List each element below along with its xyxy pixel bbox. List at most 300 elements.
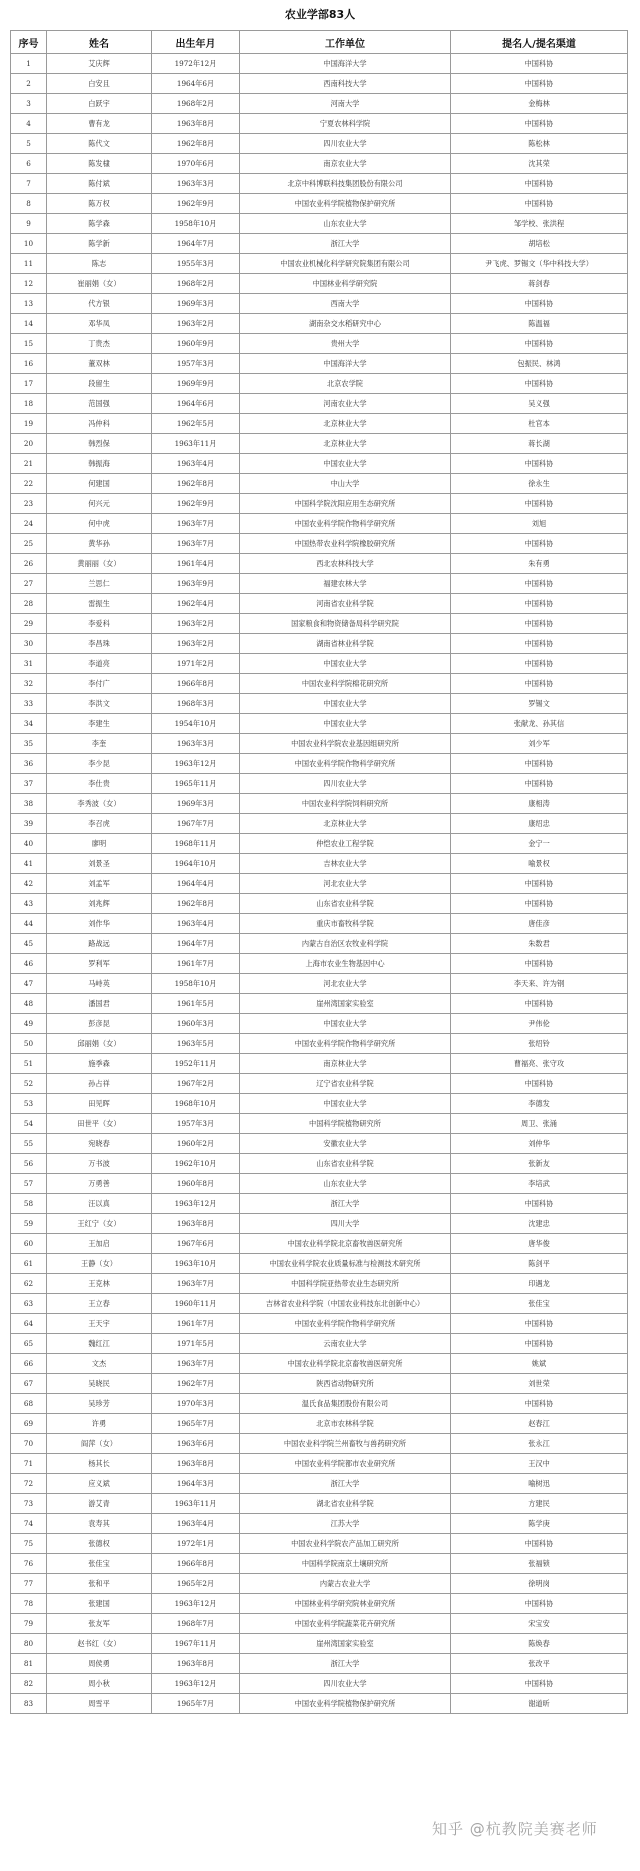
cell-nominator: 中国科协: [451, 1534, 628, 1554]
cell-workplace: 北京农学院: [240, 374, 451, 394]
cell-index: 81: [11, 1654, 47, 1674]
cell-index: 58: [11, 1194, 47, 1214]
cell-name: 何中虎: [47, 514, 152, 534]
cell-workplace: 江苏大学: [240, 1514, 451, 1534]
cell-index: 17: [11, 374, 47, 394]
cell-nominator: 包振民、林鸿: [451, 354, 628, 374]
cell-index: 54: [11, 1114, 47, 1134]
cell-name: 崔丽娟（女）: [47, 274, 152, 294]
cell-index: 44: [11, 914, 47, 934]
cell-name: 张友军: [47, 1614, 152, 1634]
header-index: 序号: [11, 31, 47, 54]
cell-birth: 1971年5月: [152, 1334, 240, 1354]
cell-name: 王立春: [47, 1294, 152, 1314]
cell-name: 袁寿其: [47, 1514, 152, 1534]
cell-workplace: 中国农业科学院农业质量标准与检测技术研究所: [240, 1254, 451, 1274]
table-row: [11, 1394, 628, 1414]
cell-index: 70: [11, 1434, 47, 1454]
table-row: [11, 54, 628, 74]
cell-birth: 1966年8月: [152, 674, 240, 694]
cell-birth: 1963年4月: [152, 454, 240, 474]
cell-index: 72: [11, 1474, 47, 1494]
cell-name: 段留生: [47, 374, 152, 394]
cell-workplace: 中国农业科学院作物科学研究所: [240, 754, 451, 774]
cell-index: 55: [11, 1134, 47, 1154]
cell-birth: 1962年9月: [152, 494, 240, 514]
cell-birth: 1957年3月: [152, 1114, 240, 1134]
cell-birth: 1963年2月: [152, 614, 240, 634]
cell-index: 46: [11, 954, 47, 974]
cell-nominator: 张改平: [451, 1654, 628, 1674]
table-row: [11, 1034, 628, 1054]
cell-index: 52: [11, 1074, 47, 1094]
table-row: [11, 1294, 628, 1314]
table-row: [11, 1674, 628, 1694]
table-row: [11, 1454, 628, 1474]
cell-birth: 1963年12月: [152, 754, 240, 774]
cell-name: 李奎: [47, 734, 152, 754]
cell-nominator: 中国科协: [451, 1334, 628, 1354]
table-row: [11, 974, 628, 994]
cell-workplace: 四川农业大学: [240, 134, 451, 154]
table-row: [11, 474, 628, 494]
cell-index: 27: [11, 574, 47, 594]
cell-index: 30: [11, 634, 47, 654]
cell-workplace: 中国农业科学院北京畜牧兽医研究所: [240, 1354, 451, 1374]
cell-nominator: 朱数君: [451, 934, 628, 954]
table-row: [11, 294, 628, 314]
cell-nominator: 姚斌: [451, 1354, 628, 1374]
cell-index: 24: [11, 514, 47, 534]
cell-name: 赵书红（女）: [47, 1634, 152, 1654]
cell-name: 何兴元: [47, 494, 152, 514]
cell-name: 陈学森: [47, 214, 152, 234]
table-body: [11, 54, 628, 1714]
cell-name: 应义斌: [47, 1474, 152, 1494]
cell-name: 周雪平: [47, 1694, 152, 1714]
cell-workplace: 中国农业大学: [240, 654, 451, 674]
cell-index: 9: [11, 214, 47, 234]
cell-name: 李仕贵: [47, 774, 152, 794]
table-row: [11, 814, 628, 834]
cell-birth: 1963年7月: [152, 514, 240, 534]
cell-index: 53: [11, 1094, 47, 1114]
cell-nominator: 中国科协: [451, 654, 628, 674]
cell-workplace: 福建农林大学: [240, 574, 451, 594]
cell-workplace: 仲恺农业工程学院: [240, 834, 451, 854]
cell-workplace: 山东农业大学: [240, 1174, 451, 1194]
nominee-table: [10, 30, 628, 1714]
cell-workplace: 中国农业科学院棉花研究所: [240, 674, 451, 694]
cell-index: 1: [11, 54, 47, 74]
cell-name: 路战远: [47, 934, 152, 954]
cell-workplace: 中国科学院植物研究所: [240, 1114, 451, 1134]
cell-index: 83: [11, 1694, 47, 1714]
cell-birth: 1969年9月: [152, 374, 240, 394]
cell-nominator: 张永江: [451, 1434, 628, 1454]
cell-nominator: 陈松林: [451, 134, 628, 154]
cell-birth: 1952年11月: [152, 1054, 240, 1074]
cell-birth: 1968年7月: [152, 1614, 240, 1634]
cell-workplace: 中国农业科学院蔬菜花卉研究所: [240, 1614, 451, 1634]
cell-index: 28: [11, 594, 47, 614]
cell-name: 罗利军: [47, 954, 152, 974]
cell-workplace: 中国农业科学院植物保护研究所: [240, 194, 451, 214]
table-row: [11, 1114, 628, 1134]
cell-birth: 1962年5月: [152, 414, 240, 434]
cell-workplace: 河南省农业科学院: [240, 594, 451, 614]
table-row: [11, 694, 628, 714]
cell-workplace: 中国科学院亚热带农业生态研究所: [240, 1274, 451, 1294]
table-row: [11, 874, 628, 894]
cell-index: 77: [11, 1574, 47, 1594]
cell-workplace: 山东农业大学: [240, 214, 451, 234]
cell-nominator: 刘世荣: [451, 1374, 628, 1394]
cell-workplace: 河南农业大学: [240, 394, 451, 414]
cell-birth: 1965年7月: [152, 1694, 240, 1714]
cell-birth: 1963年10月: [152, 1254, 240, 1274]
cell-workplace: 中国农业科学院北京畜牧兽医研究所: [240, 1234, 451, 1254]
cell-workplace: 中国农业科学院都市农业研究所: [240, 1454, 451, 1474]
cell-name: 李洪文: [47, 694, 152, 714]
cell-name: 宛晓春: [47, 1134, 152, 1154]
cell-name: 马峙英: [47, 974, 152, 994]
cell-index: 7: [11, 174, 47, 194]
cell-nominator: 王汉中: [451, 1454, 628, 1474]
cell-nominator: 陈温福: [451, 314, 628, 334]
cell-workplace: 北京林业大学: [240, 414, 451, 434]
cell-workplace: 浙江大学: [240, 1654, 451, 1674]
cell-index: 21: [11, 454, 47, 474]
cell-birth: 1968年3月: [152, 694, 240, 714]
table-row: [11, 1054, 628, 1074]
cell-index: 19: [11, 414, 47, 434]
cell-name: 游艾青: [47, 1494, 152, 1514]
table-row: [11, 534, 628, 554]
cell-nominator: 中国科协: [451, 894, 628, 914]
cell-index: 56: [11, 1154, 47, 1174]
cell-birth: 1965年2月: [152, 1574, 240, 1594]
table-row: [11, 554, 628, 574]
cell-workplace: 中国农业科学院农业基因组研究所: [240, 734, 451, 754]
cell-index: 62: [11, 1274, 47, 1294]
cell-index: 51: [11, 1054, 47, 1074]
cell-nominator: 刘仲华: [451, 1134, 628, 1154]
cell-name: 李付广: [47, 674, 152, 694]
table-row: [11, 754, 628, 774]
cell-nominator: 中国科协: [451, 634, 628, 654]
cell-name: 黄华孙: [47, 534, 152, 554]
cell-workplace: 崖州湾国家实验室: [240, 994, 451, 1014]
cell-birth: 1955年3月: [152, 254, 240, 274]
cell-workplace: 中国农业科学院农产品加工研究所: [240, 1534, 451, 1554]
cell-workplace: 辽宁省农业科学院: [240, 1074, 451, 1094]
cell-birth: 1968年2月: [152, 94, 240, 114]
table-row: [11, 1234, 628, 1254]
cell-nominator: 中国科协: [451, 294, 628, 314]
cell-birth: 1963年8月: [152, 1654, 240, 1674]
cell-workplace: 中国农业机械化科学研究院集团有限公司: [240, 254, 451, 274]
cell-name: 刘孟军: [47, 874, 152, 894]
cell-index: 41: [11, 854, 47, 874]
table-row: [11, 234, 628, 254]
cell-index: 42: [11, 874, 47, 894]
cell-workplace: 中国农业大学: [240, 1094, 451, 1114]
cell-workplace: 中国农业科学院作物科学研究所: [240, 514, 451, 534]
cell-birth: 1963年12月: [152, 1194, 240, 1214]
table-row: [11, 1014, 628, 1034]
cell-nominator: 赵春江: [451, 1414, 628, 1434]
cell-nominator: 方建民: [451, 1494, 628, 1514]
cell-birth: 1954年10月: [152, 714, 240, 734]
cell-workplace: 贵州大学: [240, 334, 451, 354]
cell-nominator: 谢道昕: [451, 1694, 628, 1714]
cell-name: 阎萍（女）: [47, 1434, 152, 1454]
cell-workplace: 湖南杂交水稻研究中心: [240, 314, 451, 334]
cell-nominator: 中国科协: [451, 1194, 628, 1214]
cell-workplace: 陕西省动物研究所: [240, 1374, 451, 1394]
cell-birth: 1964年7月: [152, 934, 240, 954]
cell-workplace: 南京林业大学: [240, 1054, 451, 1074]
cell-workplace: 中国农业科学院作物科学研究所: [240, 1034, 451, 1054]
cell-birth: 1969年3月: [152, 294, 240, 314]
table-row: [11, 134, 628, 154]
cell-nominator: 沈其荣: [451, 154, 628, 174]
cell-birth: 1963年7月: [152, 534, 240, 554]
cell-name: 孙占祥: [47, 1074, 152, 1094]
cell-index: 57: [11, 1174, 47, 1194]
cell-index: 6: [11, 154, 47, 174]
cell-nominator: 陈剑平: [451, 1254, 628, 1274]
cell-index: 66: [11, 1354, 47, 1374]
cell-nominator: 中国科协: [451, 334, 628, 354]
cell-index: 38: [11, 794, 47, 814]
cell-workplace: 云南农业大学: [240, 1334, 451, 1354]
cell-workplace: 中国林业科学研究院: [240, 274, 451, 294]
cell-index: 3: [11, 94, 47, 114]
cell-birth: 1967年11月: [152, 1634, 240, 1654]
cell-name: 代方银: [47, 294, 152, 314]
table-row: [11, 914, 628, 934]
cell-workplace: 浙江大学: [240, 1474, 451, 1494]
cell-birth: 1963年8月: [152, 1214, 240, 1234]
table-row: [11, 1614, 628, 1634]
cell-birth: 1962年7月: [152, 1374, 240, 1394]
cell-workplace: 四川大学: [240, 1214, 451, 1234]
cell-nominator: 中国科协: [451, 774, 628, 794]
table-row: [11, 314, 628, 334]
table-row: [11, 1074, 628, 1094]
table-row: [11, 1574, 628, 1594]
cell-index: 8: [11, 194, 47, 214]
header-nominator: 提名人/提名渠道: [451, 31, 628, 54]
cell-name: 施季森: [47, 1054, 152, 1074]
cell-workplace: 山东省农业科学院: [240, 894, 451, 914]
cell-name: 韩振海: [47, 454, 152, 474]
cell-workplace: 国家粮食和物资储备局科学研究院: [240, 614, 451, 634]
cell-birth: 1958年10月: [152, 974, 240, 994]
cell-index: 36: [11, 754, 47, 774]
cell-name: 王加启: [47, 1234, 152, 1254]
cell-birth: 1963年12月: [152, 1674, 240, 1694]
cell-workplace: 北京市农林科学院: [240, 1414, 451, 1434]
cell-name: 吴珍芳: [47, 1394, 152, 1414]
cell-name: 文杰: [47, 1354, 152, 1374]
cell-index: 31: [11, 654, 47, 674]
table-row: [11, 414, 628, 434]
cell-workplace: 北京中科博联科技集团股份有限公司: [240, 174, 451, 194]
cell-name: 陈万权: [47, 194, 152, 214]
table-row: [11, 614, 628, 634]
table-row: [11, 954, 628, 974]
table-row: [11, 494, 628, 514]
table-row: [11, 1634, 628, 1654]
cell-workplace: 中国农业大学: [240, 1014, 451, 1034]
cell-nominator: 尹飞虎、罗锡文（华中科技大学）: [451, 254, 628, 274]
cell-workplace: 中国科学院沈阳应用生态研究所: [240, 494, 451, 514]
table-row: [11, 994, 628, 1014]
table-row: [11, 1154, 628, 1174]
cell-nominator: 康相涛: [451, 794, 628, 814]
cell-name: 董双林: [47, 354, 152, 374]
cell-workplace: 崖州湾国家实验室: [240, 1634, 451, 1654]
cell-birth: 1966年8月: [152, 1554, 240, 1574]
cell-workplace: 河北农业大学: [240, 974, 451, 994]
cell-index: 48: [11, 994, 47, 1014]
cell-name: 廖明: [47, 834, 152, 854]
cell-birth: 1968年11月: [152, 834, 240, 854]
table-row: [11, 1534, 628, 1554]
table-row: [11, 74, 628, 94]
cell-birth: 1963年3月: [152, 734, 240, 754]
cell-nominator: 杜官本: [451, 414, 628, 434]
cell-workplace: 中国农业大学: [240, 454, 451, 474]
table-row: [11, 274, 628, 294]
cell-workplace: 中国农业大学: [240, 714, 451, 734]
cell-name: 张德权: [47, 1534, 152, 1554]
cell-nominator: 徐明岗: [451, 1574, 628, 1594]
cell-nominator: 张绍铃: [451, 1034, 628, 1054]
table-row: [11, 1354, 628, 1374]
cell-index: 33: [11, 694, 47, 714]
cell-index: 73: [11, 1494, 47, 1514]
cell-birth: 1963年12月: [152, 1594, 240, 1614]
cell-name: 冯仲科: [47, 414, 152, 434]
cell-workplace: 吉林省农业科学院（中国农业科技东北创新中心）: [240, 1294, 451, 1314]
cell-name: 刘兆辉: [47, 894, 152, 914]
cell-nominator: 尹伟伦: [451, 1014, 628, 1034]
cell-nominator: 宋宝安: [451, 1614, 628, 1634]
cell-nominator: 胡培松: [451, 234, 628, 254]
cell-nominator: 中国科协: [451, 454, 628, 474]
cell-workplace: 四川农业大学: [240, 774, 451, 794]
cell-workplace: 南京农业大学: [240, 154, 451, 174]
cell-nominator: 中国科协: [451, 1674, 628, 1694]
cell-nominator: 中国科协: [451, 114, 628, 134]
cell-name: 曹有龙: [47, 114, 152, 134]
cell-nominator: 中国科协: [451, 614, 628, 634]
table-row: [11, 254, 628, 274]
table-row: [11, 374, 628, 394]
cell-name: 李秀波（女）: [47, 794, 152, 814]
cell-index: 82: [11, 1674, 47, 1694]
cell-index: 68: [11, 1394, 47, 1414]
cell-birth: 1963年3月: [152, 174, 240, 194]
cell-workplace: 内蒙古农业大学: [240, 1574, 451, 1594]
cell-workplace: 中国科学院南京土壤研究所: [240, 1554, 451, 1574]
table-row: [11, 1494, 628, 1514]
cell-birth: 1965年7月: [152, 1414, 240, 1434]
cell-birth: 1963年2月: [152, 634, 240, 654]
cell-birth: 1960年11月: [152, 1294, 240, 1314]
cell-index: 59: [11, 1214, 47, 1234]
table-row: [11, 1474, 628, 1494]
cell-index: 63: [11, 1294, 47, 1314]
cell-name: 王静（女）: [47, 1254, 152, 1274]
cell-name: 周侯勇: [47, 1654, 152, 1674]
table-row: [11, 1594, 628, 1614]
cell-birth: 1964年7月: [152, 234, 240, 254]
table-row: [11, 394, 628, 414]
cell-name: 兰思仁: [47, 574, 152, 594]
cell-name: 李昌珠: [47, 634, 152, 654]
cell-index: 71: [11, 1454, 47, 1474]
cell-name: 陈付斌: [47, 174, 152, 194]
cell-nominator: 中国科协: [451, 174, 628, 194]
cell-index: 75: [11, 1534, 47, 1554]
cell-birth: 1962年4月: [152, 594, 240, 614]
cell-nominator: 金梅林: [451, 94, 628, 114]
cell-workplace: 北京林业大学: [240, 814, 451, 834]
cell-index: 65: [11, 1334, 47, 1354]
cell-index: 22: [11, 474, 47, 494]
cell-index: 18: [11, 394, 47, 414]
cell-name: 王天宇: [47, 1314, 152, 1334]
cell-birth: 1964年4月: [152, 874, 240, 894]
cell-index: 2: [11, 74, 47, 94]
cell-birth: 1965年11月: [152, 774, 240, 794]
cell-index: 40: [11, 834, 47, 854]
cell-name: 王红宁（女）: [47, 1214, 152, 1234]
table-row: [11, 174, 628, 194]
cell-workplace: 中山大学: [240, 474, 451, 494]
cell-nominator: 蒋剑春: [451, 274, 628, 294]
cell-workplace: 湖南省林业科学院: [240, 634, 451, 654]
cell-workplace: 中国林业科学研究院林业研究所: [240, 1594, 451, 1614]
cell-workplace: 山东省农业科学院: [240, 1154, 451, 1174]
cell-birth: 1963年5月: [152, 1034, 240, 1054]
header-birth: 出生年月: [152, 31, 240, 54]
cell-index: 35: [11, 734, 47, 754]
cell-birth: 1962年9月: [152, 194, 240, 214]
cell-name: 陈志: [47, 254, 152, 274]
cell-nominator: 徐永生: [451, 474, 628, 494]
cell-name: 邓华凤: [47, 314, 152, 334]
cell-nominator: 中国科协: [451, 54, 628, 74]
cell-birth: 1961年5月: [152, 994, 240, 1014]
cell-nominator: 中国科协: [451, 1074, 628, 1094]
table-row: [11, 1334, 628, 1354]
cell-name: 陈发棣: [47, 154, 152, 174]
cell-name: 张建国: [47, 1594, 152, 1614]
cell-birth: 1960年8月: [152, 1174, 240, 1194]
cell-index: 80: [11, 1634, 47, 1654]
cell-workplace: 内蒙古自治区农牧业科学院: [240, 934, 451, 954]
cell-nominator: 唐华俊: [451, 1234, 628, 1254]
table-row: [11, 574, 628, 594]
cell-name: 刘作华: [47, 914, 152, 934]
table-row: [11, 794, 628, 814]
